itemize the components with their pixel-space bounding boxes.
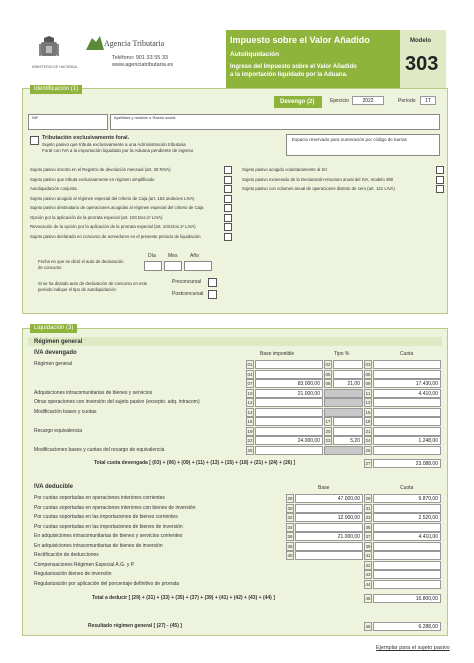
- dev-row-tipo[interactable]: [333, 370, 363, 379]
- dev-row-num-cuota: 11: [365, 390, 371, 396]
- dev-row-cuota[interactable]: [373, 446, 441, 455]
- dev-row-num-cuota: 13: [365, 400, 371, 405]
- ded-row-base[interactable]: 12.000,00: [295, 513, 363, 522]
- postconcursal-label: Postconcursal: [172, 291, 204, 297]
- agency-name: Agencia Tributaria: [104, 39, 165, 48]
- ded-row-num-base: 30: [287, 505, 293, 511]
- dev-row-tipo-disabled: [324, 389, 363, 398]
- form-desc-2: a la importación liquidado por la Aduana.: [230, 72, 348, 78]
- ded-row-label: Por cuotas soportadas en operaciones interiores con bienes de inversión: [34, 504, 196, 511]
- ident-left-item-checkbox[interactable]: [224, 233, 232, 241]
- ded-row-base[interactable]: [295, 523, 363, 532]
- preconcursal-checkbox[interactable]: [208, 278, 217, 287]
- ded-row-num-base: 38: [287, 543, 293, 549]
- ident-left-item-checkbox[interactable]: [224, 223, 232, 231]
- dev-row-num-base: 22: [247, 438, 253, 443]
- dev-row-tipo[interactable]: 5,20: [333, 436, 363, 445]
- col-cuota-header: Cuota: [400, 351, 414, 357]
- nif-field[interactable]: [28, 114, 108, 130]
- ded-row-label: Por cuotas soportadas en las importaciones de bienes de inversión: [34, 523, 183, 530]
- trib-foral-title: Tributación exclusivamente foral.: [42, 135, 130, 141]
- ded-row-num-base: 32: [287, 515, 293, 520]
- ded-row-base[interactable]: [295, 551, 363, 560]
- total-dev-label: Total cuota devengada [ (03) + (06) + (09) + (11) + (13) + (15) + (18) + (21) + (24) + (26) ]: [94, 460, 296, 466]
- ident-left-item-label: Sujeto pasivo inscrito en el Registro de devolución mensual (art. 30 RIVA): [30, 167, 171, 172]
- auto-label-1: Si se ha dictado auto de declaración de concurso en este: [38, 281, 148, 286]
- devengo-label: Devengo (2): [280, 99, 315, 105]
- fecha-anio-field[interactable]: [184, 261, 212, 271]
- modelo-label: Modelo: [410, 38, 431, 44]
- dev-row-cuota[interactable]: 17.430,00: [373, 379, 441, 388]
- ded-row-num-cuota: 35: [365, 524, 371, 530]
- ident-left-item-checkbox[interactable]: [224, 214, 232, 222]
- dev-row-num-cuota: 26: [365, 447, 371, 453]
- dev-row-num-tipo: 17: [325, 419, 331, 424]
- agency-phone: Teléfono: 901 33 55 33: [112, 55, 168, 61]
- agency-logo-icon: [86, 36, 104, 50]
- ded-row-base[interactable]: [295, 504, 363, 513]
- ded-row-cuota[interactable]: [373, 580, 441, 589]
- ded-row-num-base: 40: [287, 553, 293, 558]
- dev-row-num-base: 14: [247, 409, 253, 415]
- ded-row-label: Regularización bienes de inversión: [34, 571, 112, 577]
- col-base-header: Base imponible: [260, 351, 295, 357]
- ded-row-cuota[interactable]: [373, 542, 441, 551]
- dev-row-tipo-disabled: [324, 446, 363, 455]
- dev-row-num-base: 12: [247, 400, 253, 405]
- ident-left-item-label: Revocación de la opción por la aplicación de la prorrata especial (art. 103.Dos.1º LIVA): [30, 224, 196, 229]
- dev-row-num-base: 01: [247, 362, 253, 367]
- deducible-title: IVA deducible: [34, 484, 74, 490]
- fecha-label-1: Fecha en que se dictó el auto de declaración: [38, 259, 124, 264]
- form-title: Impuesto sobre el Valor Añadido: [230, 35, 370, 45]
- ident-left-item-label: Autoliquidación conjunta: [30, 186, 77, 191]
- ejercicio-label: Ejercicio: [330, 98, 349, 104]
- dev-row-num-base: 19: [247, 428, 253, 434]
- ident-right-item-label: Sujeto pasivo acogido voluntariamente al SII: [242, 167, 327, 172]
- result-num: 46: [365, 624, 371, 629]
- dev-row-num-cuota: 18: [365, 419, 371, 424]
- ministry-logo: [38, 36, 60, 62]
- dev-row-base[interactable]: 83.000,00: [255, 379, 323, 388]
- ded-row-cuota[interactable]: [373, 570, 441, 579]
- dev-row-num-tipo: 05: [325, 371, 331, 377]
- col-base2-header: Base: [318, 485, 330, 491]
- ded-row-num-cuota: 43: [365, 572, 371, 577]
- ded-row-cuota[interactable]: 4.410,00: [373, 532, 441, 541]
- ded-row-num-cuota: 39: [365, 543, 371, 549]
- dev-row-base[interactable]: [255, 398, 323, 407]
- title-banner: [226, 30, 400, 90]
- dev-row-base[interactable]: [255, 408, 323, 417]
- dev-row-cuota[interactable]: [373, 360, 441, 369]
- dev-row-num-base: 10: [247, 390, 253, 396]
- agency-web: www.agenciatributaria.es: [112, 62, 174, 68]
- dev-row-num-base: 04: [247, 371, 253, 377]
- dev-row-label: Otras operaciones con inversión del sujeto pasivo (excepto. adq. intracom): [34, 399, 200, 405]
- ident-right-item-label: Sujeto pasivo con volumen anual de operaciones distinto de cero (art. 121 LIVA): [242, 186, 395, 191]
- fecha-dia-field[interactable]: [144, 261, 162, 271]
- ded-row-num-cuota: 41: [365, 553, 371, 558]
- dev-row-base[interactable]: [255, 446, 323, 455]
- ident-section-title: Identificación (1): [30, 85, 82, 94]
- devengo-tab: [274, 96, 322, 108]
- dev-row-tipo-disabled: [324, 398, 363, 407]
- ded-row-label: En adquisiciones intracomunitarias de bienes de inversión: [34, 542, 163, 549]
- ident-right-item-label: Sujeto pasivo exonerado de la Declaración-resumen anual del IVA, modelo 390: [242, 176, 394, 182]
- ejercicio-field[interactable]: 2022: [352, 96, 384, 105]
- total-ded-value[interactable]: 16.800,00: [373, 594, 441, 603]
- dev-row-base[interactable]: [255, 427, 323, 436]
- dev-row-tipo[interactable]: [333, 360, 363, 369]
- dev-row-num-cuota: 24: [365, 438, 371, 443]
- fecha-label-2: de concurso: [38, 265, 62, 270]
- dev-row-label: Régimen general: [34, 361, 73, 367]
- periodo-label: Período: [398, 98, 416, 104]
- regimen-bar: [28, 337, 442, 346]
- dev-row-base[interactable]: [255, 417, 323, 426]
- modelo-number: 303: [405, 53, 439, 75]
- dev-row-base[interactable]: [255, 370, 323, 379]
- dev-row-num-tipo: 02: [325, 362, 331, 367]
- dev-row-num-base: 16: [247, 419, 253, 424]
- dev-row-tipo-disabled: [324, 408, 363, 417]
- trib-foral-checkbox[interactable]: [30, 136, 39, 145]
- dev-row-base[interactable]: 21.000,00: [255, 389, 323, 398]
- regimen-title: Régimen general: [34, 339, 83, 345]
- liq-section-title: Liquidación (3): [30, 324, 77, 333]
- ded-row-num-cuota: 29: [365, 496, 371, 501]
- postconcursal-checkbox[interactable]: [208, 290, 217, 299]
- dev-row-base[interactable]: [255, 360, 323, 369]
- ident-left-item-label: Sujeto pasivo declarado en concurso de acreedores en el presente periodo de liquidación: [30, 233, 201, 239]
- ded-row-label: Compensaciones Régimen Especial A.G. y P.: [34, 561, 135, 568]
- total-dev-num: 27: [365, 461, 371, 466]
- form-desc-1: Ingreso del Impuesto sobre el Valor Añadido: [230, 64, 357, 70]
- dev-row-num-base: 07: [247, 381, 253, 386]
- dev-row-cuota[interactable]: 4.410,00: [373, 389, 441, 398]
- ded-row-cuota[interactable]: 9.870,00: [373, 494, 441, 503]
- ded-row-num-cuota: 33: [365, 515, 371, 520]
- ded-row-base[interactable]: [295, 542, 363, 551]
- total-ded-num: 45: [365, 596, 371, 601]
- ident-left-item-label: Sujeto pasivo que tributa exclusivamente en régimen simplificado: [30, 176, 155, 182]
- total-dev-value[interactable]: 23.088,00: [373, 459, 441, 468]
- total-ded-label: Total a deducir [ (29) + (31) + (33) + (35) + (37) + (39) + (41) + (42) + (43) + (44) ]: [92, 595, 275, 601]
- periodo-field[interactable]: 1T: [420, 96, 436, 105]
- preconcursal-label: Preconcursal: [172, 279, 202, 285]
- result-label: Resultado régimen general [ (27) - (45) ]: [88, 623, 182, 629]
- apellidos-label: Apellidos y nombre o Razón social: [114, 115, 176, 120]
- dev-row-label: Modificaciones bases y cuotas del recargo de equivalencia: [34, 446, 165, 453]
- dev-row-num-cuota: 09: [365, 381, 371, 386]
- ded-row-cuota[interactable]: [373, 561, 441, 570]
- ident-left-item-checkbox[interactable]: [224, 166, 232, 174]
- ident-right-item-checkbox[interactable]: [436, 185, 444, 193]
- ded-row-label: Por cuotas soportadas en las importaciones de bienes corrientes: [34, 514, 178, 520]
- ident-right-item-checkbox[interactable]: [436, 166, 444, 174]
- ident-left-item-label: Sujeto pasivo acogido al régimen especial del criterio de Caja (art. 163 undecies LIVA): [30, 195, 195, 201]
- ded-row-cuota[interactable]: [373, 551, 441, 560]
- ded-row-num-cuota: 31: [365, 505, 371, 511]
- dev-row-cuota[interactable]: [373, 427, 441, 436]
- trib-foral-text-1: Sujeto pasivo que tributa exclusivamente a una Administración tributaria: [42, 142, 186, 147]
- col-tipo-header: Tipo %: [334, 351, 350, 357]
- ded-row-cuota[interactable]: [373, 504, 441, 513]
- ded-row-cuota[interactable]: 2.520,00: [373, 513, 441, 522]
- result-value[interactable]: 6.288,00: [373, 622, 441, 631]
- ident-left-item-checkbox[interactable]: [224, 185, 232, 193]
- dev-row-tipo[interactable]: 21,00: [333, 379, 363, 388]
- dev-row-num-cuota: 03: [365, 362, 371, 367]
- ded-row-label: Por cuotas soportadas en operaciones interiores corrientes: [34, 495, 165, 501]
- ded-row-num-base: 36: [287, 534, 293, 539]
- dev-row-num-base: 25: [247, 447, 253, 453]
- ded-row-num-cuota: 44: [365, 581, 371, 587]
- ident-left-item-checkbox[interactable]: [224, 204, 232, 212]
- ident-left-item-checkbox[interactable]: [224, 176, 232, 184]
- trib-foral-text-2: Foral con IVA a la importación liquidado por la Aduana pendiente de ingreso: [42, 148, 194, 153]
- ded-row-num-cuota: 42: [365, 562, 371, 568]
- dev-row-num-tipo: 20: [325, 428, 331, 434]
- dev-row-num-cuota: 15: [365, 409, 371, 415]
- ident-left-item-label: Sujeto pasivo destinatario de operaciones acogidas al régimen especial del criterio de Caja: [30, 205, 204, 210]
- ded-row-num-base: 34: [287, 524, 293, 530]
- dev-row-tipo[interactable]: [333, 427, 363, 436]
- ident-left-item-label: Opción por la aplicación de la prorrata especial (art. 103.Dos.1º LIVA): [30, 214, 163, 220]
- dev-row-tipo[interactable]: [333, 417, 363, 426]
- ded-row-num-cuota: 37: [365, 534, 371, 539]
- ded-row-label: Regularización por aplicación del porcentaje definitivo de prorrata: [34, 580, 180, 587]
- dev-row-cuota[interactable]: [373, 417, 441, 426]
- dev-row-num-cuota: 06: [365, 371, 371, 377]
- footer-note: Ejemplar para el sujeto pasivo: [376, 645, 450, 651]
- dev-row-num-cuota: 21: [365, 428, 371, 434]
- dev-row-cuota[interactable]: 1.248,00: [373, 436, 441, 445]
- ident-right-item-checkbox[interactable]: [436, 176, 444, 184]
- dev-row-num-tipo: 23: [325, 438, 331, 443]
- ded-row-base[interactable]: 47.000,00: [295, 494, 363, 503]
- modelo-box: [400, 30, 446, 90]
- devengado-title: IVA devengado: [34, 350, 77, 356]
- fecha-mes-field[interactable]: [164, 261, 182, 271]
- ded-row-base[interactable]: 21.000,00: [295, 532, 363, 541]
- auto-label-2: periodo indique el tipo de autoliquidación: [38, 287, 116, 292]
- ident-left-item-checkbox[interactable]: [224, 195, 232, 203]
- dev-row-label: Adquisiciones intracomunitarias de bienes y servicios: [34, 389, 153, 396]
- ded-row-num-base: 28: [287, 496, 293, 501]
- ministry-name: MINISTERIO DE HACIENDA: [32, 65, 78, 69]
- ded-row-label: En adquisiciones intracomunitarias de bienes y servicios corrientes: [34, 533, 183, 539]
- ded-row-label: Rectificación de deducciones: [34, 552, 99, 558]
- dev-row-cuota[interactable]: [373, 398, 441, 407]
- mes-label: Mes: [168, 253, 178, 259]
- dev-row-cuota[interactable]: [373, 370, 441, 379]
- dev-row-num-tipo: 08: [325, 381, 331, 386]
- form-subtitle: Autoliquidación: [230, 51, 280, 58]
- dev-row-base[interactable]: 24.000,00: [255, 436, 323, 445]
- dev-row-label: Modificación bases y cuotas: [34, 408, 97, 415]
- nif-label: NIF: [32, 115, 39, 120]
- ded-row-cuota[interactable]: [373, 523, 441, 532]
- col-cuota2-header: Cuota: [400, 485, 414, 491]
- anio-label: Año: [190, 253, 199, 259]
- barcode-label: Espacio reservado para numeración por código de barras: [292, 137, 407, 142]
- dev-row-label: Recargo equivalencia: [34, 427, 83, 434]
- dev-row-cuota[interactable]: [373, 408, 441, 417]
- dia-label: Día: [148, 253, 156, 259]
